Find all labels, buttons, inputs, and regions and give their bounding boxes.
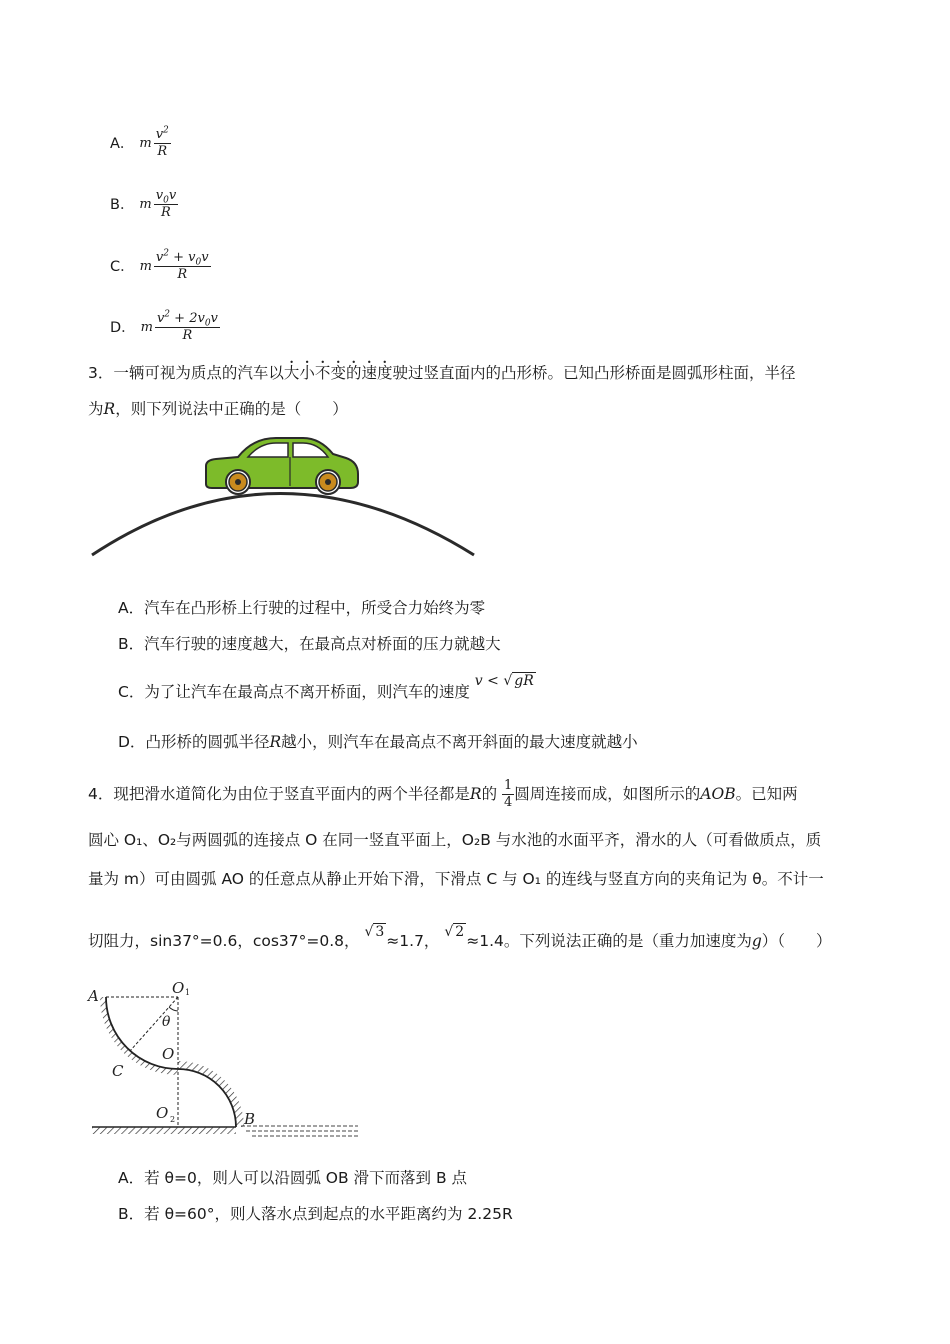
q4-stem-line1 (88, 778, 798, 811)
option-text: 为了让汽车在最高点不离开桥面，则汽车的速度 (144, 683, 470, 701)
symbol-aob: AOB (700, 785, 736, 803)
emphasis-char: 变 (330, 364, 346, 382)
option-text: 越小，则汽车在最高点不离开斜面的最大速度就越小 (281, 733, 638, 751)
q4-stem-line2: 圆心 O₁、O₂与两圆弧的连接点 O 在同一竖直平面上，O₂B 与水池的水面平齐，滑水的人（可看做质点，质 (88, 831, 822, 849)
emphasis-char: 度 (376, 364, 393, 382)
stem-text: 一辆可视为质点的汽车以 (113, 364, 284, 382)
q2-option-c[interactable] (110, 250, 211, 283)
q3-stem-line2 (88, 398, 348, 420)
formula-fraction: $\frac{v^2}{R}$ (155, 125, 169, 159)
emphasis-char: 速 (361, 364, 377, 382)
emphasis-char: 大 (283, 364, 300, 382)
question-number: 3． (88, 364, 114, 382)
formula-fraction: $\frac{v^2 + 2v_0v}{R}$ (156, 309, 218, 343)
car-bridge-figure (88, 432, 478, 562)
label-o2-subscript: 2 (170, 1115, 176, 1124)
q2-option-a[interactable] (110, 127, 171, 160)
q4-option-a[interactable] (118, 1167, 467, 1189)
symbol-r: R (103, 400, 116, 418)
option-letter: D． (118, 733, 146, 751)
q3-option-a[interactable] (118, 597, 485, 619)
q3-stem-line1 (88, 362, 796, 384)
formula-m: m (139, 135, 152, 151)
symbol-r: R (269, 733, 282, 751)
stem-text: ≈1.7， (386, 932, 440, 950)
stem-text: 的 (481, 785, 498, 803)
bridge-arc (92, 494, 474, 556)
label-o: O (162, 1045, 175, 1063)
sqrt-3: √ 3 (364, 924, 385, 940)
symbol-r: R (469, 785, 482, 803)
stem-text: 为 (88, 400, 104, 418)
q3-option-c[interactable] (118, 673, 536, 704)
label-a: A (88, 987, 99, 1005)
formula-v-lt-sqrt-gr: v < √ gR (474, 673, 534, 689)
stem-text: 圆周连接而成，如图所示的 (514, 785, 701, 803)
q2-option-b[interactable] (110, 188, 178, 221)
formula-m: m (139, 258, 152, 274)
q4-stem-line3: 量为 m）可由圆弧 AO 的任意点从静止开始下滑，下滑点 C 与 O₁ 的连线与竖直方向的夹角记为 θ。不计一 (88, 870, 824, 888)
formula-fraction: $\frac{v^2 + v_0v}{R}$ (155, 248, 209, 282)
q4-stem-line4 (88, 924, 832, 953)
option-letter: B． (118, 635, 145, 653)
option-letter: D． (110, 320, 136, 336)
option-text: 汽车在凸形桥上行驶的过程中，所受合力始终为零 (144, 599, 486, 617)
formula-m: m (139, 196, 152, 212)
option-letter: A． (110, 136, 135, 152)
water-slide-figure (86, 978, 366, 1143)
stem-text: ）（ ） (761, 932, 832, 950)
stem-text: 。已知两 (735, 785, 798, 803)
option-letter: B． (110, 197, 135, 213)
option-letter: C． (110, 259, 135, 275)
option-text: 若 θ=0，则人可以沿圆弧 OB 滑下而落到 B 点 (144, 1169, 468, 1187)
option-text: 若 θ=60°，则人落水点到起点的水平距离约为 2.25R (144, 1205, 513, 1223)
stem-text: 驶过竖直面内的凸形桥。已知凸形桥面是圆弧形柱面，半径 (392, 364, 796, 382)
question-number: 4． (88, 785, 114, 803)
label-o1-subscript: 1 (185, 988, 191, 997)
q2-option-d[interactable] (110, 311, 220, 344)
option-letter: A． (118, 1169, 145, 1187)
label-o2: O (156, 1104, 169, 1122)
formula-fraction: $\frac{v_0v}{R}$ (155, 188, 177, 220)
emphasis-char: 的 (345, 364, 362, 382)
q3-option-b[interactable] (118, 633, 501, 655)
label-b: B (244, 1110, 256, 1128)
stem-text: 切阻力，sin37°=0.6，cos37°=0.8， (88, 932, 360, 950)
formula-m: m (140, 319, 153, 335)
q4-option-b[interactable] (118, 1203, 513, 1225)
option-letter: B． (118, 1205, 145, 1223)
sqrt-2: √ 2 (444, 924, 465, 940)
emphasis-char: 小 (299, 364, 315, 382)
stem-text: 现把滑水道简化为由位于竖直平面内的两个半径都是 (113, 785, 470, 803)
emphasized-text (284, 364, 393, 382)
option-letter: C． (118, 683, 145, 701)
label-o1: O (172, 979, 185, 997)
label-c: C (112, 1062, 124, 1080)
symbol-g: g (751, 932, 762, 950)
option-text: 汽车行驶的速度越大，在最高点对桥面的压力就越大 (144, 635, 501, 653)
emphasis-char: 不 (314, 364, 331, 382)
option-letter: A． (118, 599, 145, 617)
car-icon (206, 438, 358, 494)
option-text: 凸形桥的圆弧半径 (145, 733, 270, 751)
stem-text: ≈1.4。下列说法正确的是（重力加速度为 (466, 932, 752, 950)
fraction-one-quarter: $\frac{1}{4}$ (504, 778, 513, 810)
q3-option-d[interactable] (118, 731, 638, 753)
stem-text: ，则下列说法中正确的是（ ） (115, 400, 348, 418)
label-theta: θ (162, 1014, 171, 1030)
